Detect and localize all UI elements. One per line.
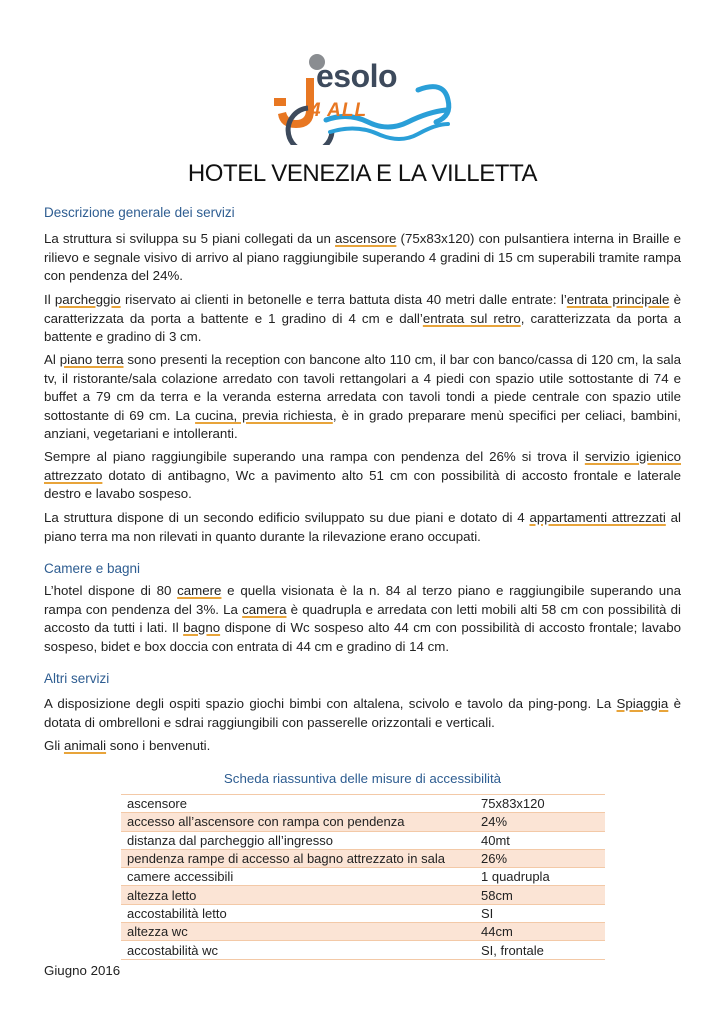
table-cell-value: 1 quadrupla	[475, 868, 605, 886]
table-cell-label: accesso all’ascensore con rampa con pendenza	[121, 813, 475, 831]
paragraph-descrizione-4	[44, 448, 681, 504]
table-cell-label: accostabilità wc	[121, 941, 475, 959]
highlighted-keyword: ascensore	[335, 231, 397, 246]
paragraph-text: Gli	[44, 738, 64, 753]
paragraph-text: riservato ai clienti in betonelle e terra battuta dista 40 metri dalle entrate: l’	[120, 292, 567, 307]
paragraph-descrizione-5	[44, 509, 681, 546]
jesolo-4all-logo	[268, 50, 458, 145]
table-cell-label: pendenza rampe di accesso al bagno attrezzato in sala	[121, 849, 475, 867]
paragraph-altri-2	[44, 737, 681, 756]
paragraph-text: (75x83x120) con pulsantiera interna in Braille e rilievo e segnale visivo di arrivo al piano raggiungibile superando 4 gradini di 15 cm superabili tramite rampa con pendenza del 24%.	[44, 231, 681, 283]
paragraph-text: al piano terra ma non rilevati in quanto durante la rilevazione erano occupati.	[44, 510, 681, 544]
table-cell-label: altezza wc	[121, 923, 475, 941]
paragraph-camere-1	[44, 582, 681, 656]
paragraph-text: , caratterizzata da porta a battente e gradino di 3 cm.	[44, 310, 681, 344]
highlighted-keyword: entrata principale	[566, 292, 670, 307]
table-title: Scheda riassuntiva delle misure di accessibilità	[223, 771, 502, 786]
paragraph-text: sono i benvenuti.	[106, 738, 211, 753]
section-heading-altri: Altri servizi	[44, 671, 110, 686]
table-cell-value: 58cm	[475, 886, 605, 904]
paragraph-descrizione-1	[44, 230, 681, 286]
table-cell-value: 40mt	[475, 831, 605, 849]
logo-text-main: esolo	[316, 58, 398, 94]
table-cell-value: 75x83x120	[475, 795, 605, 813]
table-row	[121, 813, 605, 831]
table-cell-value: 44cm	[475, 923, 605, 941]
paragraph-text: è quadrupla e arredata con letti mobili alti 58 cm con possibilità di accosto da tutti i lati. Il	[44, 601, 681, 635]
table-cell-value: 26%	[475, 849, 605, 867]
table-cell-value: SI, frontale	[475, 941, 605, 959]
highlighted-keyword: camera	[242, 601, 287, 617]
table-row	[121, 941, 605, 959]
paragraph-text: e quella visionata è la n. 84 al terzo piano e raggiungibile superando una rampa con pendenza del 3%. La	[44, 583, 681, 617]
highlighted-keyword: piano terra	[59, 352, 124, 367]
table-cell-label: ascensore	[121, 795, 475, 813]
section-heading-descrizione: Descrizione generale dei servizi	[44, 205, 235, 220]
paragraph-text: Al	[44, 352, 60, 367]
table-row	[121, 923, 605, 941]
highlighted-keyword: parcheggio	[54, 292, 121, 307]
table-row	[121, 904, 605, 922]
highlighted-keyword: animali	[63, 738, 107, 753]
table-cell-label: altezza letto	[121, 886, 475, 904]
paragraph-text: Sempre al piano raggiungibile superando una rampa con pendenza del 26% si trova il	[44, 449, 585, 464]
paragraph-descrizione-2	[44, 291, 681, 347]
paragraph-text: La struttura si sviluppa su 5 piani collegati da un	[44, 231, 336, 246]
section-heading-camere: Camere e bagni	[44, 561, 141, 576]
paragraph-text: sono presenti la reception con bancone alto 110 cm, il bar con banco/cassa di 120 cm, la sala tv, il ristorante/sala colazione arredato con tavoli rettangolari a 4 piedi con spazio utile sottostante di 74 e buffet a 79 cm da terra e la veranda esterna arredata con tavoli tondi a piede centrale con spazio utile sottostante di 69 cm. La	[44, 352, 681, 423]
table-cell-value: 24%	[475, 813, 605, 831]
highlighted-keyword: cucina, previa richiesta	[195, 407, 333, 423]
highlighted-keyword: camere	[177, 583, 222, 598]
paragraph-descrizione-3	[44, 351, 681, 444]
paragraph-text: Il	[44, 292, 55, 307]
paragraph-text: è dotata di ombrelloni e sdrai raggiungibili con passerelle orizzontali e verticali.	[44, 696, 681, 730]
table-row	[121, 886, 605, 904]
paragraph-text: dotato di antibagno, Wc a pavimento alto 51 cm con possibilità di accosto frontale e laterale destro e lavabo sospeso.	[44, 467, 681, 501]
document-date: Giugno 2016	[44, 963, 121, 978]
table-row	[121, 849, 605, 867]
table-cell-label: camere accessibili	[121, 868, 475, 886]
paragraph-text: dispone di Wc sospeso alto 44 cm con possibilità di accosto frontale; lavabo sospeso, bidet e box doccia con entrata di 44 cm e gradino di 14 cm.	[44, 620, 681, 654]
table-cell-label: distanza dal parcheggio all’ingresso	[121, 831, 475, 849]
paragraph-text: L’hotel dispone di 80	[44, 583, 178, 598]
highlighted-keyword: entrata sul retro	[422, 310, 521, 326]
highlighted-keyword: servizio igienico attrezzato	[44, 449, 681, 483]
paragraph-text: A disposizione degli ospiti spazio giochi bimbi con altalena, scivolo e tavolo da ping-pong. La	[44, 696, 617, 711]
document-title: HOTEL VENEZIA E LA VILLETTA	[187, 160, 538, 187]
table-row	[121, 795, 605, 813]
accessibility-summary-table	[121, 794, 605, 960]
paragraph-text: è caratterizzata da porta a battente e 1 gradino di 4 cm e dall’	[44, 292, 681, 326]
paragraph-text: La struttura dispone di un secondo edificio sviluppato su due piani e dotato di 4	[44, 510, 530, 525]
highlighted-keyword: Spiaggia	[616, 696, 669, 711]
paragraph-text: , è in grado preparare menù specifici per celiaci, bambini, anziani, vegetariani e intolleranti.	[44, 407, 682, 441]
table-row	[121, 868, 605, 886]
highlighted-keyword: appartamenti attrezzati	[529, 510, 666, 525]
logo-text-sub: 4 ALL	[310, 100, 368, 121]
paragraph-altri-1	[44, 695, 681, 732]
table-row	[121, 831, 605, 849]
table-cell-label: accostabilità letto	[121, 904, 475, 922]
table-cell-value: SI	[475, 904, 605, 922]
highlighted-keyword: bagno	[183, 620, 221, 635]
